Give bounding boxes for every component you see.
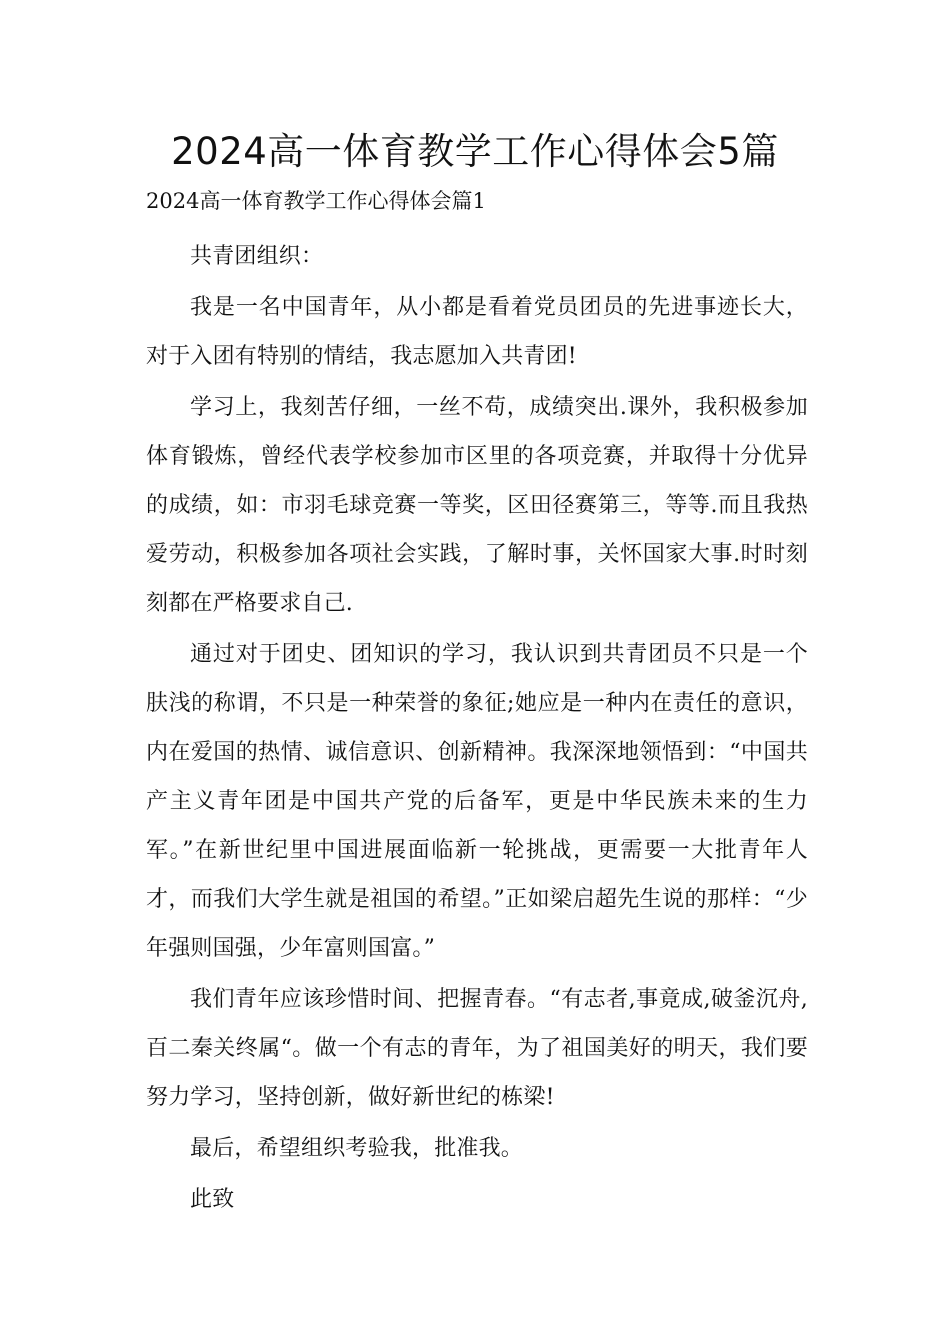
body-paragraph: 我是一名中国青年，从小都是看着党员团员的先进事迹长大，对于入团有特别的情结，我志愿加入共青团! (146, 295, 808, 369)
document-title: 2024高一体育教学工作心得体会5篇 (171, 130, 779, 173)
section-subtitle: 2024高一体育教学工作心得体会篇1 (146, 189, 486, 213)
salutation-paragraph: 共青团组织： (190, 244, 324, 269)
document-body (146, 232, 808, 1226)
body-paragraph: 我们青年应该珍惜时间、把握青春。“有志者,事竟成,破釜沉舟,百二秦关终属“。做一个有志的青年，为了祖国美好的明天，我们要努力学习，坚持创新，做好新世纪的栋梁! (146, 987, 808, 1110)
body-paragraph: 最后，希望组织考验我，批准我。 (190, 1136, 524, 1161)
body-paragraph: 学习上，我刻苦仔细，一丝不苟，成绩突出.课外，我积极参加体育锻炼，曾经代表学校参加市区里的各项竞赛，并取得十分优异的成绩，如：市羽毛球竞赛一等奖，区田径赛第三，等等.而且我热爱劳动，积极参加各项社会实践，了解时事，关怀国家大事.时时刻刻都在严格要求自己. (146, 395, 808, 616)
closing-paragraph: 此致 (190, 1187, 235, 1212)
body-paragraph: 通过对于团史、团知识的学习，我认识到共青团员不只是一个肤浅的称谓，不只是一种荣誉的象征;她应是一种内在责任的意识，内在爱国的热情、诚信意识、创新精神。我深深地领悟到：“中国共产主义青年团是中国共产党的后备军，更是中华民族未来的生力军。”在新世纪里中国进展面临新一轮挑战，更需要一大批青年人才，而我们大学生就是祖国的希望。”正如梁启超先生说的那样：“少年强则国强，少年富则国富。” (146, 642, 808, 961)
